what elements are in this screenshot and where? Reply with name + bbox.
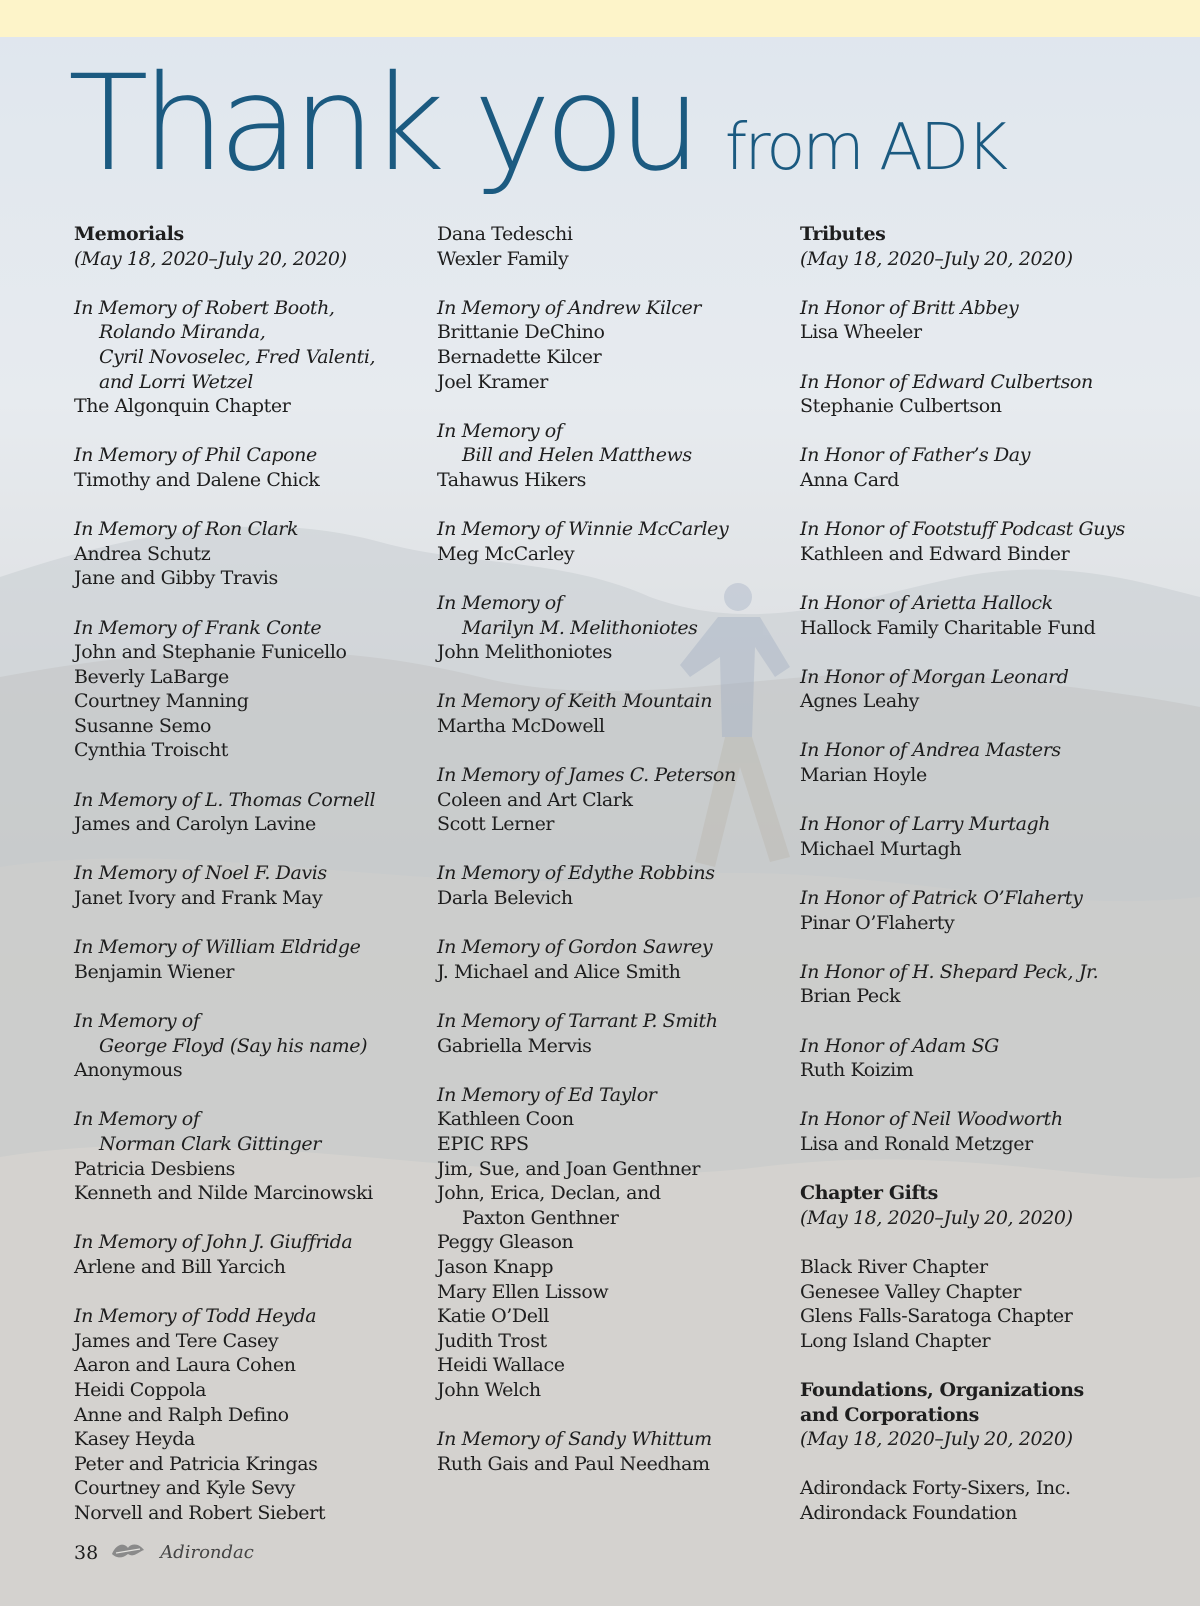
spacer bbox=[437, 738, 777, 763]
donor-name: Kathleen and Edward Binder bbox=[800, 542, 1070, 565]
donor-name: Hallock Family Charitable Fund bbox=[800, 616, 1096, 639]
dedication-line: In Honor of Footstuff Podcast Guys bbox=[800, 518, 1125, 541]
donor-name: Beverly LaBarge bbox=[74, 665, 229, 688]
donor-name: Katie O’Dell bbox=[437, 1305, 549, 1328]
dedication-line: In Honor of Edward Culbertson bbox=[800, 370, 1093, 393]
donor-name: Arlene and Bill Yarcich bbox=[74, 1255, 286, 1278]
donor-name: Jason Knapp bbox=[437, 1255, 554, 1278]
donor-name: Adirondack Forty-Sixers, Inc. bbox=[800, 1477, 1071, 1500]
dedication-line: (May 18, 2020–July 20, 2020) bbox=[800, 1428, 1073, 1451]
donor-name: The Algonquin Chapter bbox=[74, 395, 291, 418]
spacer bbox=[437, 665, 777, 690]
donor-name: Timothy and Dalene Chick bbox=[74, 468, 320, 491]
spacer bbox=[437, 1403, 777, 1428]
spacer bbox=[800, 419, 1180, 444]
dedication-line: In Memory of bbox=[437, 419, 563, 442]
spacer bbox=[74, 271, 414, 296]
dedication-line: In Memory of Winnie McCarley bbox=[437, 518, 729, 541]
dedication-line: In Memory of Edythe Robbins bbox=[437, 862, 715, 885]
donor-name: EPIC RPS bbox=[437, 1132, 529, 1155]
donor-name: Stephanie Culbertson bbox=[800, 395, 1002, 418]
donor-name: Kathleen Coon bbox=[437, 1108, 574, 1131]
section-heading: Foundations, Organizations bbox=[800, 1378, 1084, 1401]
donor-name: J. Michael and Alice Smith bbox=[437, 960, 681, 983]
spacer bbox=[437, 911, 777, 936]
spacer bbox=[800, 1230, 1180, 1255]
donor-name: Kasey Heyda bbox=[74, 1428, 195, 1451]
donor-name: Lisa Wheeler bbox=[800, 321, 922, 344]
donor-name: Susanne Semo bbox=[74, 714, 212, 737]
spacer bbox=[437, 984, 777, 1009]
top-band bbox=[0, 0, 1200, 37]
donor-name: Michael Murtagh bbox=[800, 837, 962, 860]
spacer bbox=[74, 419, 414, 444]
donor-name: Heidi Coppola bbox=[74, 1378, 207, 1401]
donor-name: Anne and Ralph Defino bbox=[74, 1403, 289, 1426]
dedication-line: In Memory of Tarrant P. Smith bbox=[437, 1010, 718, 1032]
donor-name: Pinar O’Flaherty bbox=[800, 911, 955, 934]
spacer bbox=[74, 1280, 414, 1305]
spacer bbox=[437, 566, 777, 591]
donor-name: Martha McDowell bbox=[437, 714, 605, 737]
dedication-line: In Memory of bbox=[74, 1108, 200, 1131]
donor-name: Aaron and Laura Cohen bbox=[74, 1354, 296, 1377]
dedication-line: In Memory of L. Thomas Cornell bbox=[74, 788, 376, 811]
dedication-line: Rolando Miranda, bbox=[99, 321, 266, 344]
donor-name: Dana Tedeschi bbox=[437, 223, 573, 245]
spacer bbox=[74, 837, 414, 862]
donor-name: John Welch bbox=[437, 1378, 541, 1401]
dedication-line: In Memory of bbox=[74, 1010, 200, 1032]
dedication-line: In Honor of Arietta Hallock bbox=[800, 591, 1053, 614]
dedication-line: and Lorri Wetzel bbox=[99, 370, 253, 393]
donor-name: Jane and Gibby Travis bbox=[74, 567, 278, 590]
donor-name: Brian Peck bbox=[800, 985, 901, 1008]
donor-name: John, Erica, Declan, and bbox=[437, 1182, 661, 1205]
donor-name: Judith Trost bbox=[437, 1329, 547, 1352]
publication-name: Adirondac bbox=[160, 1542, 254, 1563]
donor-name: Wexler Family bbox=[437, 247, 569, 270]
donor-name: Courtney Manning bbox=[74, 690, 249, 713]
dedication-line: In Honor of Father’s Day bbox=[800, 444, 1031, 467]
spacer bbox=[800, 935, 1180, 960]
dedication-line: In Memory of Robert Booth, bbox=[74, 296, 335, 319]
spacer bbox=[800, 345, 1180, 370]
spacer bbox=[800, 788, 1180, 813]
section-heading: Chapter Gifts bbox=[800, 1182, 938, 1205]
dedication-line: In Memory of John J. Giuffrida bbox=[74, 1231, 353, 1254]
donor-name: Courtney and Kyle Sevy bbox=[74, 1477, 295, 1500]
spacer bbox=[800, 1452, 1180, 1477]
donor-name: Janet Ivory and Frank May bbox=[74, 887, 323, 910]
dedication-line: In Memory of James C. Peterson bbox=[437, 764, 736, 787]
donor-name: Agnes Leahy bbox=[800, 690, 919, 713]
donor-name: Norvell and Robert Siebert bbox=[74, 1501, 326, 1524]
donor-name: Coleen and Art Clark bbox=[437, 788, 633, 811]
donor-name: Meg McCarley bbox=[437, 542, 575, 565]
dedication-line: In Memory of Todd Heyda bbox=[74, 1305, 317, 1328]
spacer bbox=[800, 1009, 1180, 1034]
donor-name: Brittanie DeChino bbox=[437, 321, 605, 344]
page-footer bbox=[74, 1540, 254, 1565]
spacer bbox=[800, 1083, 1180, 1108]
donor-name: Genesee Valley Chapter bbox=[800, 1280, 1022, 1303]
dedication-line: In Honor of Neil Woodworth bbox=[800, 1108, 1063, 1131]
spacer bbox=[74, 763, 414, 788]
donor-name: Glens Falls-Saratoga Chapter bbox=[800, 1305, 1073, 1328]
page-number: 38 bbox=[74, 1541, 99, 1564]
donor-name: Patricia Desbiens bbox=[74, 1157, 236, 1180]
spacer bbox=[437, 1058, 777, 1083]
section-heading: Memorials bbox=[74, 223, 184, 245]
dedication-line: In Honor of Larry Murtagh bbox=[800, 813, 1051, 836]
dedication-line: In Memory of Gordon Sawrey bbox=[437, 936, 713, 959]
dedication-line: In Memory of Andrew Kilcer bbox=[437, 296, 701, 319]
spacer bbox=[800, 1157, 1180, 1182]
dedication-line: George Floyd (Say his name) bbox=[99, 1034, 368, 1057]
spacer bbox=[800, 566, 1180, 591]
dedication-line: (May 18, 2020–July 20, 2020) bbox=[800, 1206, 1073, 1229]
dedication-line: In Honor of Patrick O’Flaherty bbox=[800, 887, 1083, 910]
dedication-line: Bill and Helen Matthews bbox=[462, 444, 692, 467]
section-heading: Tributes bbox=[800, 223, 886, 245]
spacer bbox=[800, 640, 1180, 665]
dedication-line: Marilyn M. Melithoniotes bbox=[462, 616, 698, 639]
section-heading: and Corporations bbox=[800, 1403, 979, 1426]
donor-name: John Melithoniotes bbox=[437, 641, 612, 664]
spacer bbox=[437, 837, 777, 862]
donor-name: Darla Belevich bbox=[437, 887, 573, 910]
dedication-line: (May 18, 2020–July 20, 2020) bbox=[74, 247, 347, 270]
dedication-line: In Memory of Frank Conte bbox=[74, 616, 322, 639]
spacer bbox=[800, 714, 1180, 739]
dedication-line: In Memory of Sandy Whittum bbox=[437, 1428, 712, 1451]
spacer bbox=[74, 911, 414, 936]
dedication-line: In Honor of Morgan Leonard bbox=[800, 665, 1069, 688]
column-1 bbox=[74, 222, 414, 1525]
donor-name: Benjamin Wiener bbox=[74, 960, 235, 983]
title-main: Thank you bbox=[68, 47, 695, 201]
donor-name: Paxton Genthner bbox=[462, 1206, 619, 1229]
donor-name: Ruth Koizim bbox=[800, 1059, 914, 1082]
donor-name: John and Stephanie Funicello bbox=[74, 641, 347, 664]
donor-name: Anonymous bbox=[74, 1059, 183, 1082]
spacer bbox=[800, 861, 1180, 886]
dedication-line: In Honor of H. Shepard Peck, Jr. bbox=[800, 960, 1099, 983]
dedication-line: In Honor of Adam SG bbox=[800, 1034, 999, 1057]
dedication-line: In Memory of Ron Clark bbox=[74, 518, 299, 541]
spacer bbox=[74, 1083, 414, 1108]
dedication-line: In Honor of Andrea Masters bbox=[800, 739, 1061, 762]
dedication-line: (May 18, 2020–July 20, 2020) bbox=[800, 247, 1073, 270]
dedication-line: In Memory of bbox=[437, 591, 563, 614]
donor-name: Black River Chapter bbox=[800, 1255, 988, 1278]
donor-name: Tahawus Hikers bbox=[437, 468, 587, 491]
column-2 bbox=[437, 222, 777, 1476]
spacer bbox=[437, 271, 777, 296]
donor-name: Gabriella Mervis bbox=[437, 1034, 592, 1057]
spacer bbox=[800, 1353, 1180, 1378]
dedication-line: Cyril Novoselec, Fred Valenti, bbox=[99, 345, 376, 368]
mountain-leaf-logo-icon bbox=[110, 1540, 146, 1565]
donor-name: Anna Card bbox=[800, 468, 900, 491]
dedication-line: In Honor of Britt Abbey bbox=[800, 296, 1019, 319]
donor-name: Scott Lerner bbox=[437, 813, 555, 836]
donor-name: Mary Ellen Lissow bbox=[437, 1280, 609, 1303]
donor-name: James and Carolyn Lavine bbox=[74, 813, 316, 836]
dedication-line: In Memory of Noel F. Davis bbox=[74, 862, 327, 885]
donor-name: James and Tere Casey bbox=[74, 1329, 279, 1352]
donor-name: Jim, Sue, and Joan Genthner bbox=[437, 1157, 701, 1180]
donor-name: Heidi Wallace bbox=[437, 1354, 565, 1377]
donor-name: Peter and Patricia Kringas bbox=[74, 1452, 318, 1475]
dedication-line: In Memory of William Eldridge bbox=[74, 936, 361, 959]
donor-name: Andrea Schutz bbox=[74, 542, 211, 565]
donor-name: Joel Kramer bbox=[437, 370, 548, 393]
donor-name: Peggy Gleason bbox=[437, 1231, 574, 1254]
dedication-line: Norman Clark Gittinger bbox=[99, 1132, 321, 1155]
donor-name: Lisa and Ronald Metzger bbox=[800, 1132, 1033, 1155]
spacer bbox=[800, 271, 1180, 296]
spacer bbox=[800, 493, 1180, 518]
dedication-line: In Memory of Keith Mountain bbox=[437, 690, 713, 713]
spacer bbox=[74, 984, 414, 1009]
spacer bbox=[437, 394, 777, 419]
donor-name: Adirondack Foundation bbox=[800, 1501, 1017, 1524]
dedication-line: In Memory of Phil Capone bbox=[74, 444, 317, 467]
spacer bbox=[74, 493, 414, 518]
donor-name: Bernadette Kilcer bbox=[437, 345, 602, 368]
spacer bbox=[437, 493, 777, 518]
column-3 bbox=[800, 222, 1180, 1525]
donor-name: Ruth Gais and Paul Needham bbox=[437, 1452, 710, 1475]
donor-name: Kenneth and Nilde Marcinowski bbox=[74, 1182, 373, 1205]
page-title bbox=[68, 47, 1006, 201]
donor-name: Marian Hoyle bbox=[800, 764, 927, 787]
donor-name: Cynthia Troischt bbox=[74, 739, 228, 762]
spacer bbox=[74, 591, 414, 616]
title-sub: from ADK bbox=[724, 111, 1006, 185]
donor-name: Long Island Chapter bbox=[800, 1329, 991, 1352]
dedication-line: In Memory of Ed Taylor bbox=[437, 1083, 657, 1106]
spacer bbox=[74, 1206, 414, 1231]
